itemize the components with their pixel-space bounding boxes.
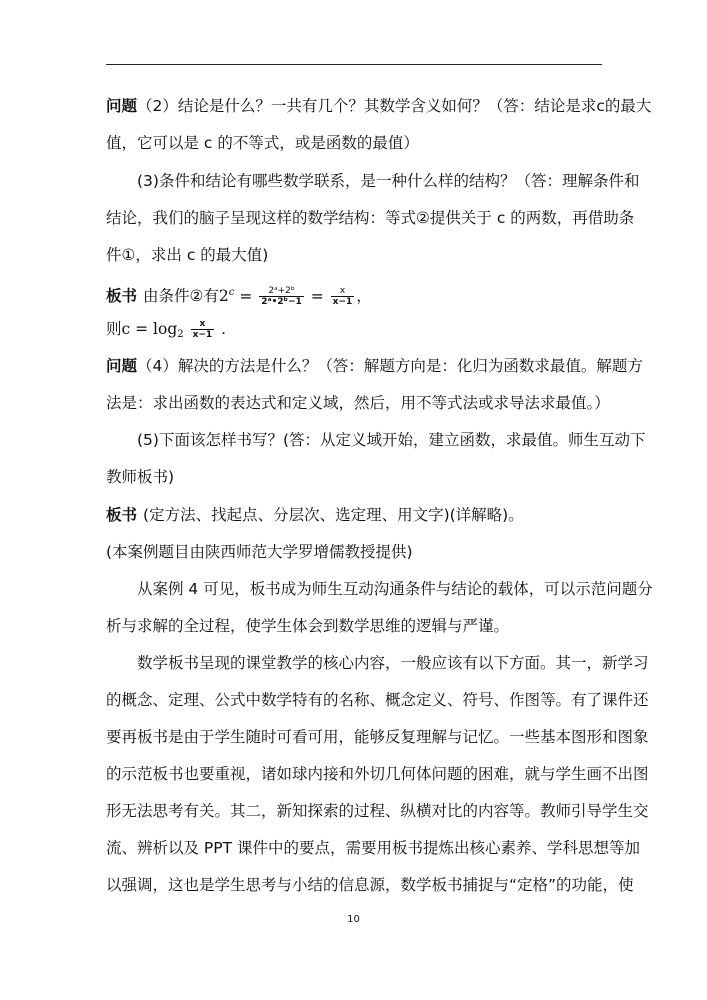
paragraph-line: 以强调，这也是学生思考与小结的信息源，数学板书捕捉与“定格”的功能，使 — [106, 876, 634, 894]
paragraph-line: 结论，我们的脑子呈现这样的数学结构：等式②提供关于 c 的两数，再借助条 — [106, 209, 635, 227]
paragraph-line: 流、辨析以及 PPT 课件中的要点，需要用板书提炼出核心素养、学科思想等加 — [106, 839, 641, 857]
paragraph-line: 法是：求出函数的表达式和定义域，然后，用不等式法或求导法求最值。） — [106, 394, 610, 412]
paragraph-line: (3)条件和结论有哪些数学联系，是一种什么样的结构？（答：理解条件和 — [137, 172, 640, 190]
formula-log: $c = \log_2$ — [121, 320, 184, 340]
fraction-3: $\frac{x}{x-1}$ — [192, 319, 213, 340]
paragraph-line: (5)下面该怎样书写？(答：从定义域开始，建立函数，求最值。师生互动下 — [137, 431, 646, 449]
paragraph-line: 问题（4）解决的方法是什么？（答：解题方向是：化归为函数求最值。解题方 — [106, 357, 643, 375]
formula-power: 2$^c$ — [218, 287, 235, 305]
paragraph-line: 要再板书是由于学生随时可看可用，能够反复理解与记忆。一些基本图形和图象 — [106, 728, 649, 746]
paragraph-line: 教师板书) — [106, 468, 175, 486]
paragraph-line: 析与求解的全过程，使学生体会到数学思维的逻辑与严谨。 — [106, 617, 510, 635]
paragraph-line: 的示范板书也要重视，诸如球内接和外切几何体问题的困难，就与学生画不出图 — [106, 765, 649, 783]
label-question: 问题 — [106, 97, 138, 115]
fraction-2: $\frac{x}{x-1}$ — [332, 286, 353, 307]
paragraph-line: 数学板书呈现的课堂教学的核心内容，一般应该有以下方面。其一，新学习 — [137, 654, 649, 672]
board-formula-line: 板书 由条件②有2$^c$ = $\frac{\text{2ᵃ+2ᵇ}}{\text{2ᵃ•2ᵇ−1}}$ = $\frac{x}{x-1}$ ， — [106, 286, 372, 307]
label-board: 板书 — [106, 506, 138, 524]
paragraph-line: 值，它可以是 c 的不等式，或是函数的最值） — [106, 134, 419, 152]
paragraph-line: 从案例 4 可见，板书成为师生互动沟通条件与结论的载体，可以示范问题分 — [137, 580, 653, 598]
label-board: 板书 — [106, 287, 138, 305]
page-number: 10 — [347, 914, 360, 925]
paragraph-line: 形无法思考有关。其二，新知探索的过程、纵横对比的内容等。教师引导学生交 — [106, 802, 649, 820]
header-rule — [106, 64, 602, 65]
log-formula-line: 则$c = \log_2$ $\frac{x}{x-1}$ . — [106, 319, 227, 340]
paragraph-line: 的概念、定理、公式中数学特有的名称、概念定义、符号、作图等。有了课件还 — [106, 691, 649, 709]
fraction-1: $\frac{\text{2ᵃ+2ᵇ}}{\text{2ᵃ•2ᵇ−1}}$ — [261, 286, 302, 307]
paragraph-line: 板书 (定方法、找起点、分层次、选定理、用文字)(详解略)。 — [106, 506, 524, 524]
paragraph-line: (本案例题目由陕西师范大学罗增儒教授提供) — [106, 543, 413, 561]
paragraph-line: 问题（2）结论是什么？一共有几个？其数学含义如何？（答：结论是求c的最大 — [106, 97, 652, 115]
paragraph-line: 件①，求出 c 的最大值) — [106, 246, 269, 264]
label-question: 问题 — [106, 357, 138, 375]
